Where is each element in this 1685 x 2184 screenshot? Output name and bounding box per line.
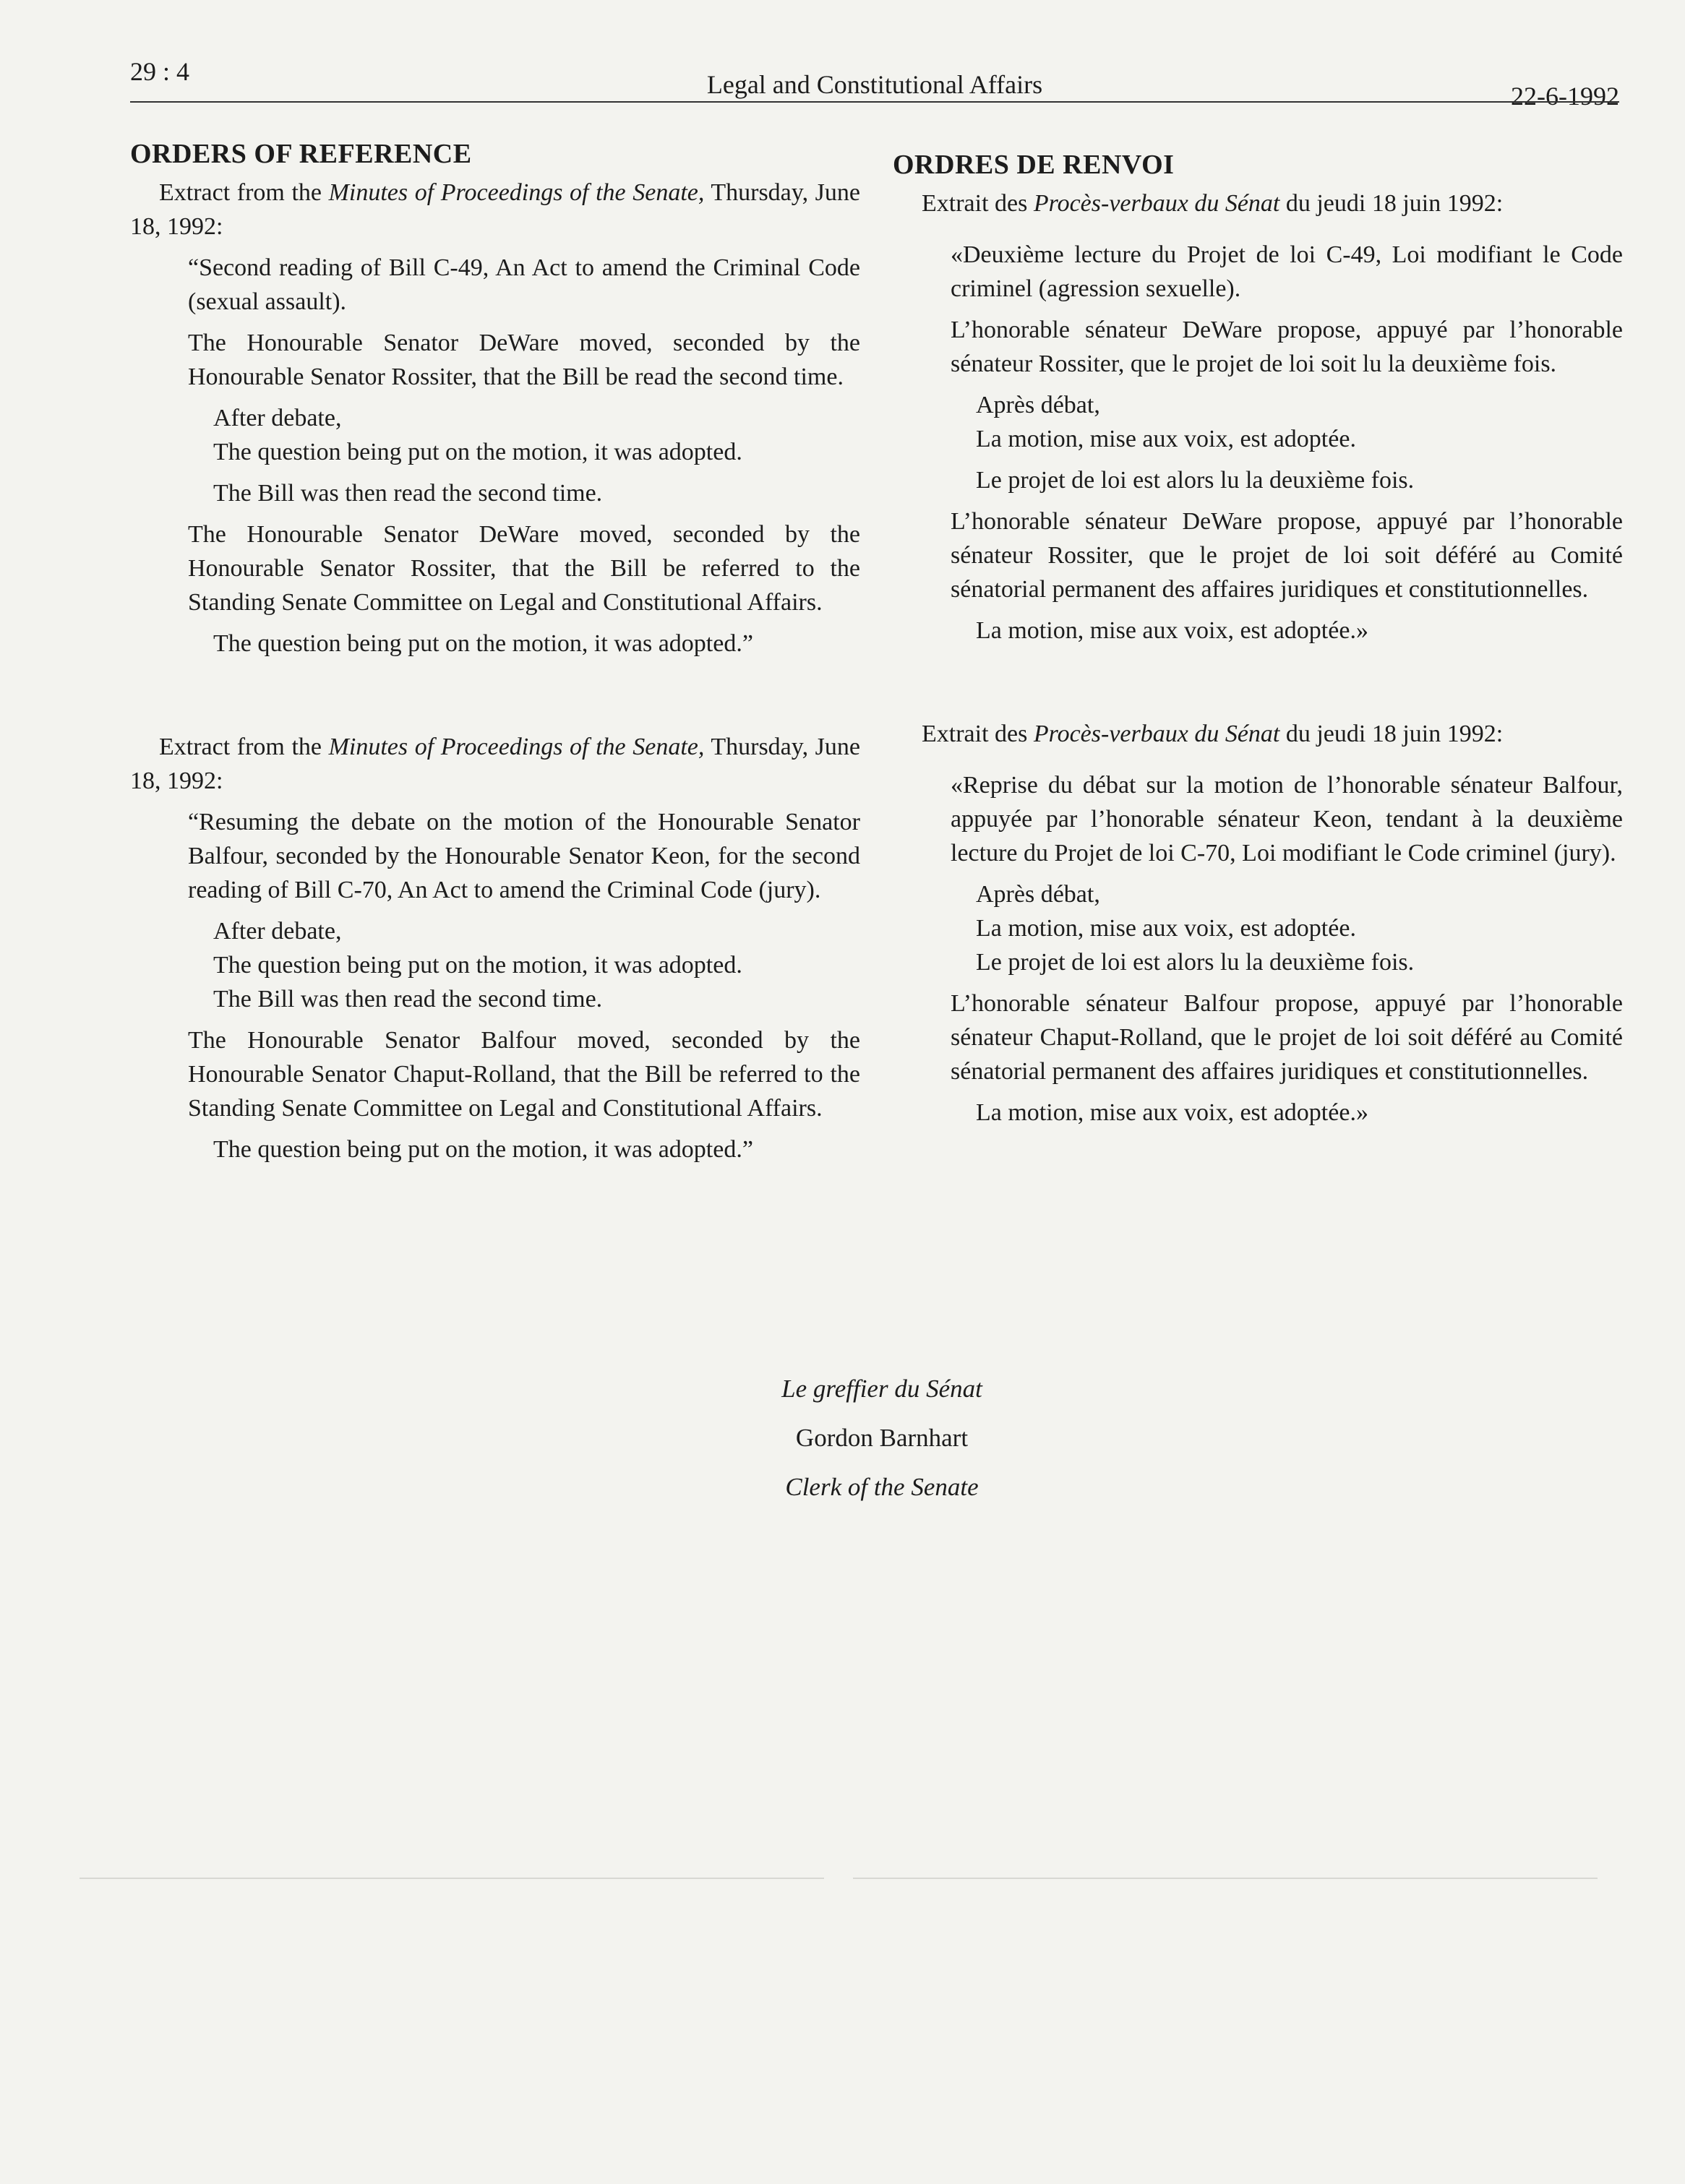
french-extract1-line: La motion, mise aux voix, est adoptée.» <box>976 617 1368 644</box>
french-heading: ORDRES DE RENVOI <box>893 150 1175 180</box>
signature-title-en: Clerk of the Senate <box>785 1473 979 1501</box>
signature-title-fr: Le greffier du Sénat <box>781 1375 982 1403</box>
french-extract2-line: «Reprise du débat sur la motion de l’honorable sénateur Balfour, appuyée par l’honorable sénateur Keon, tendant à la deuxième lecture du Projet de loi C-70, Loi modifiant le Code criminel (jury). <box>951 772 1623 867</box>
header-rule <box>130 101 1619 103</box>
english-extract1-line: The Honourable Senator DeWare moved, seconded by the Honourable Senator Rossiter, that the Bill be referred to the Standing Senate Committee on Legal and Constitutional Affairs. <box>188 521 860 616</box>
page-number: 29 : 4 <box>130 57 190 86</box>
english-extract1-line: The question being put on the motion, it was adopted. <box>213 439 742 465</box>
french-extract1-line: L’honorable sénateur DeWare propose, appuyé par l’honorable sénateur Rossiter, que le projet de loi soit déféré au Comité sénatorial permanent des affaires juridiques et constitutionnelles. <box>951 508 1623 603</box>
french-extract2-line: La motion, mise aux voix, est adoptée.» <box>976 1099 1368 1126</box>
running-title: Legal and Constitutional Affairs <box>706 70 1043 99</box>
page-header <box>130 56 1619 114</box>
english-extract1-line: “Second reading of Bill C-49, An Act to amend the Criminal Code (sexual assault). <box>188 254 860 315</box>
english-extract2-intro: Extract from the Minutes of Proceedings of the Senate, Thursday, June 18, 1992: <box>130 734 860 794</box>
english-extract1-line: The question being put on the motion, it was adopted.” <box>213 630 753 657</box>
french-column <box>893 148 1623 1130</box>
english-extract2-line: The question being put on the motion, it was adopted.” <box>213 1136 753 1163</box>
signature-block <box>506 1364 1258 1512</box>
english-extract2-line: The question being put on the motion, it was adopted. <box>213 952 742 979</box>
english-column <box>130 137 860 1166</box>
french-extract2-intro: Extrait des Procès-verbaux du Sénat du jeudi 18 juin 1992: <box>922 721 1504 747</box>
french-extract2-line: Après débat, <box>976 881 1100 908</box>
french-extract2-line: Le projet de loi est alors lu la deuxième fois. <box>976 949 1415 976</box>
english-extract1-line: The Honourable Senator DeWare moved, seconded by the Honourable Senator Rossiter, that the Bill be read the second time. <box>188 330 860 390</box>
english-extract1-intro: Extract from the Minutes of Proceedings of the Senate, Thursday, June 18, 1992: <box>130 179 860 240</box>
french-extract1-line: La motion, mise aux voix, est adoptée. <box>976 426 1356 452</box>
english-extract2-line: The Bill was then read the second time. <box>213 986 603 1013</box>
english-extract2-line: “Resuming the debate on the motion of the Honourable Senator Balfour, seconded by the Honourable Senator Keon, for the second reading of Bill C-70, An Act to amend the Criminal Code (jury). <box>188 809 860 903</box>
english-extract2-line: After debate, <box>213 918 342 945</box>
french-extract2-line: La motion, mise aux voix, est adoptée. <box>976 915 1356 942</box>
page-date: 22-6-1992 <box>1511 82 1619 111</box>
french-extract1-line: L’honorable sénateur DeWare propose, appuyé par l’honorable sénateur Rossiter, que le projet de loi soit lu la deuxième fois. <box>951 317 1623 377</box>
french-extract1-line: Le projet de loi est alors lu la deuxième fois. <box>976 467 1415 494</box>
english-extract1-line: The Bill was then read the second time. <box>213 480 603 507</box>
french-extract1-line: Après débat, <box>976 392 1100 418</box>
french-extract1-intro: Extrait des Procès-verbaux du Sénat du jeudi 18 juin 1992: <box>922 190 1504 217</box>
english-extract1-line: After debate, <box>213 405 342 431</box>
english-heading: ORDERS OF REFERENCE <box>130 139 472 169</box>
french-extract1-line: «Deuxième lecture du Projet de loi C-49, Loi modifiant le Code criminel (agression sexuelle). <box>951 241 1623 302</box>
french-extract2-line: L’honorable sénateur Balfour propose, appuyé par l’honorable sénateur Chaput-Rolland, que le projet de loi soit déféré au Comité sénatorial permanent des affaires juridiques et constitutionnelles. <box>951 990 1623 1085</box>
signature-name: Gordon Barnhart <box>795 1424 969 1452</box>
english-extract2-line: The Honourable Senator Balfour moved, seconded by the Honourable Senator Chaput-Rolland, that the Bill be referred to the Standing Senate Committee on Legal and Constitutional Affairs. <box>188 1027 860 1122</box>
